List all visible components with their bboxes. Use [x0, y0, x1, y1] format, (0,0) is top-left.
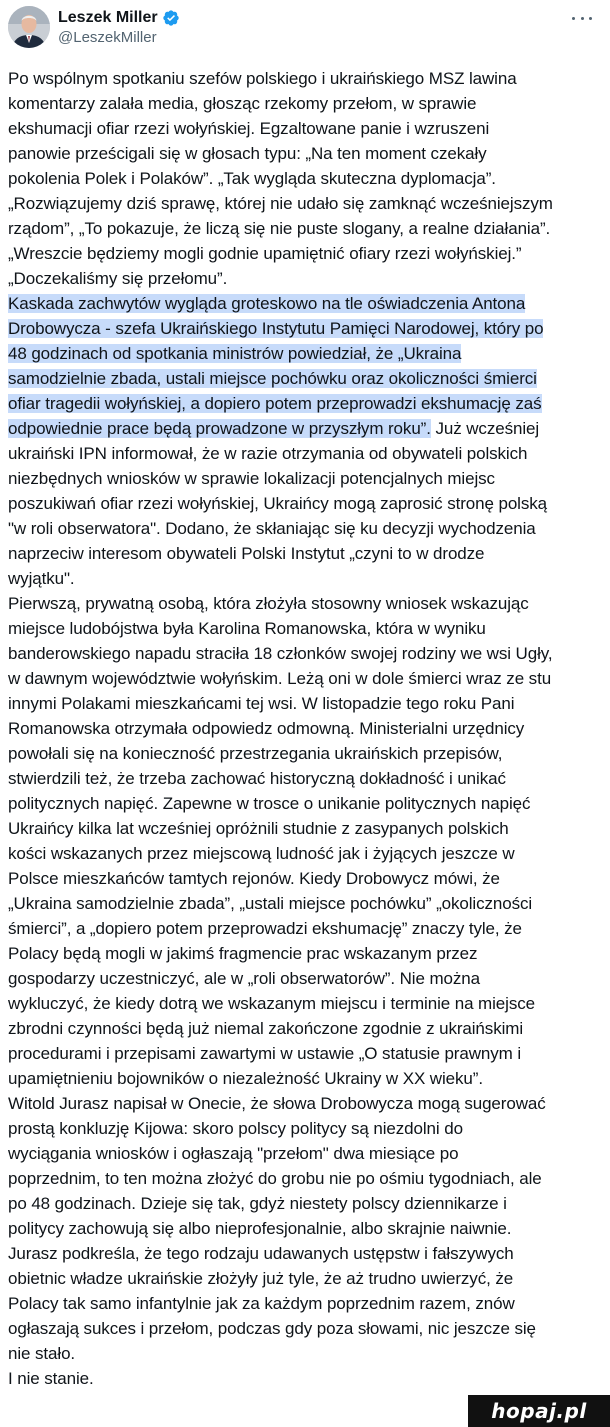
post-text-line: wyjątku".	[8, 569, 75, 588]
highlighted-text: Kaskada zachwytów wygląda groteskowo na tle oświadczenia Antona	[8, 294, 526, 313]
post-text-line: Pierwszą, prywatną osobą, która złożyła stosowny wniosek wskazując	[8, 594, 529, 613]
post-text-line: procedurami i przepisami zawartymi w ustawie „O statusie prawnym i	[8, 1044, 522, 1063]
post-text-line: „Wreszcie będziemy mogli godnie upamiętnić ofiary rzezi wołyńskiej.”	[8, 244, 522, 263]
post-text-line: Polacy będą mogli w jakimś fragmencie prac wskazanym przez	[8, 944, 478, 963]
post-text-line: banderowskiego napadu straciła 18 członków swojej rodziny we wsi Ugły,	[8, 644, 553, 663]
post-text-line	[8, 316, 604, 341]
post-text-line: „Ukraina samodzielnie zbada”, „ustali miejsce pochówku” „okoliczności	[8, 894, 533, 913]
post-text-line: w dawnym województwie wołyńskim. Leżą oni w dole śmierci wraz ze stu	[8, 669, 552, 688]
post-text-line: Polacy tak samo infantylnie jak za każdym poprzednim razem, znów	[8, 1294, 515, 1313]
post-text-line	[8, 291, 604, 316]
post-text-line: upamiętnieniu bojowników o niezależność Ukrainy w XX wieku”.	[8, 1069, 483, 1088]
post-text-line: poprzednim, to ten można złożyć do grobu nie po ośmiu tygodniach, ale	[8, 1169, 542, 1188]
highlighted-text: Drobowycza - szefa Ukraińskiego Instytutu Pamięci Narodowej, który po	[8, 319, 544, 338]
post-text-line: obietnic władze ukraińskie złożyły już tyle, że aż trudno uwierzyć, że	[8, 1269, 514, 1288]
post-text-line: I nie stanie.	[8, 1369, 94, 1388]
post-text-line: „Rozwiązujemy dziś sprawę, której nie udało się zamknąć wcześniejszym	[8, 194, 553, 213]
post-text-line: powołali się na konieczność przestrzegania ukraińskich przepisów,	[8, 744, 503, 763]
post-text-line: rządom”, „To pokazuje, że liczą się nie puste slogany, a realne działania”.	[8, 219, 551, 238]
name-row	[58, 8, 180, 28]
highlighted-text: ofiar tragedii wołyńskiej, a dopiero potem przeprowadzi ekshumację zaś	[8, 394, 542, 413]
highlighted-text: odpowiednie prace będą prowadzone w przyszłym roku”.	[8, 419, 431, 438]
avatar[interactable]	[8, 6, 50, 48]
post-text-line: Jurasz podkreśla, że tego rodzaju udawanych ustępstw i fałszywych	[8, 1244, 514, 1263]
post-text-line: poszukiwań ofiar rzezi wołyńskiej, Ukraińcy mogą zaprosić stronę polską	[8, 494, 548, 513]
post-text-line: niezbędnych wniosków w sprawie lokalizacji potencjalnych miejsc	[8, 469, 495, 488]
display-name[interactable]: Leszek Miller	[58, 9, 158, 26]
post-text-line: Po wspólnym spotkaniu szefów polskiego i ukraińskiego MSZ lawina	[8, 69, 517, 88]
post-text	[8, 66, 604, 1391]
post-text-line: kości wskazanych przez miejscową ludność jak i żyjących jeszcze w	[8, 844, 515, 863]
post-text-line: ukraiński IPN informował, że w razie otrzymania od obywateli polskich	[8, 444, 528, 463]
post-text-line: Polsce mieszkańców tamtych rejonów. Kiedy Drobowycz mówi, że	[8, 869, 500, 888]
post-text-line: śmierci”, a „dopiero potem przeprowadzi ekshumację” znaczy tyle, że	[8, 919, 522, 938]
post-text-line: ogłaszają sukces i przełom, podczas gdy poza słowami, nic jeszcze się	[8, 1319, 536, 1338]
user-handle[interactable]: @LeszekMiller	[58, 29, 157, 46]
post-text-line: gospodarzy uczestniczyć, ale w „roli obserwatorów”. Nie można	[8, 969, 480, 988]
post-text-line: politycznych napięć. Zapewne w trosce o unikanie politycznych napięć	[8, 794, 531, 813]
post-text-line: Witold Jurasz napisał w Onecie, że słowa Drobowycza mogą sugerować	[8, 1094, 546, 1113]
person-portrait-icon	[8, 6, 50, 48]
highlighted-text: 48 godzinach od spotkania ministrów powiedział, że „Ukraina	[8, 344, 462, 363]
post-text-body	[8, 441, 604, 1391]
post-text-line: pokolenia Polek i Polaków”. „Tak wygląda skuteczna dyplomacja”.	[8, 169, 496, 188]
post-header	[0, 0, 610, 60]
post-text-line: panowie prześcigali się w głosach typu: „Na ten moment czekały	[8, 144, 487, 163]
post-text-line: ekshumacji ofiar rzezi wołyńskiej. Egzaltowane panie i wzruszeni	[8, 119, 490, 138]
post-text-highlighted	[8, 291, 604, 416]
post-text-line: Ukraińcy kilka lat wcześniej opróżnili studnie z zasypanych polskich	[8, 819, 509, 838]
post-text-line: wykluczyć, że kiedy dotrą we wskazanym miejscu i terminie na miejsce	[8, 994, 535, 1013]
post-text-intro	[8, 66, 604, 291]
post-text-line	[8, 341, 604, 366]
post-text-line: nie stało.	[8, 1344, 76, 1363]
post-text-line: zbrodni czynności będą już niemal zakończone zgodnie z ukraińskimi	[8, 1019, 524, 1038]
post-text-line: wyciągania wniosków i ogłaszają "przełom" dwa miesiące po	[8, 1144, 459, 1163]
post-text-line: stwierdzili też, że trzeba zachować historyczną dokładność i unikać	[8, 769, 506, 788]
post-text-line	[8, 366, 604, 391]
post-text-line: Romanowska otrzymała odpowiedz odmowną. Ministerialni urzędnicy	[8, 719, 525, 738]
verified-badge-icon	[162, 9, 180, 27]
post-text-line	[8, 391, 604, 416]
post-text-line: komentarzy zalała media, głosząc rzekomy przełom, w sprawie	[8, 94, 477, 113]
hopaj-watermark-logo: hopaj.pl	[468, 1395, 610, 1427]
highlighted-text: samodzielnie zbada, ustali miejsce pochówku oraz okoliczności śmierci	[8, 369, 537, 388]
post-text-line: naprzeciw interesom obywateli Polski Instytut „czyni to w drodze	[8, 544, 485, 563]
post-text-line: politycy zachowują się albo nieprofesjonalnie, albo skrajnie naiwnie.	[8, 1219, 512, 1238]
post-text-line: odpowiednie prace będą prowadzone w przyszłym roku”. Już wcześniej	[8, 419, 540, 438]
post-text-line: prostą konkluzję Kijowa: skoro polscy politycy są niezdolni do	[8, 1119, 463, 1138]
post-text-line: po 48 godzinach. Dzieje się tak, gdyż niestety polscy dziennikarze i	[8, 1194, 507, 1213]
post-text-line: miejsce ludobójstwa była Karolina Romanowska, która w wyniku	[8, 619, 486, 638]
post-text-line: „Doczekaliśmy się przełomu”.	[8, 269, 228, 288]
post-text-line: innymi Polakami mieszkańcami tej wsi. W listopadzie tego roku Pani	[8, 694, 515, 713]
post-text-line: "w roli obserwatora". Dodano, że skłaniając się ku decyzji wychodzenia	[8, 519, 536, 538]
more-options-icon[interactable]	[572, 10, 592, 26]
